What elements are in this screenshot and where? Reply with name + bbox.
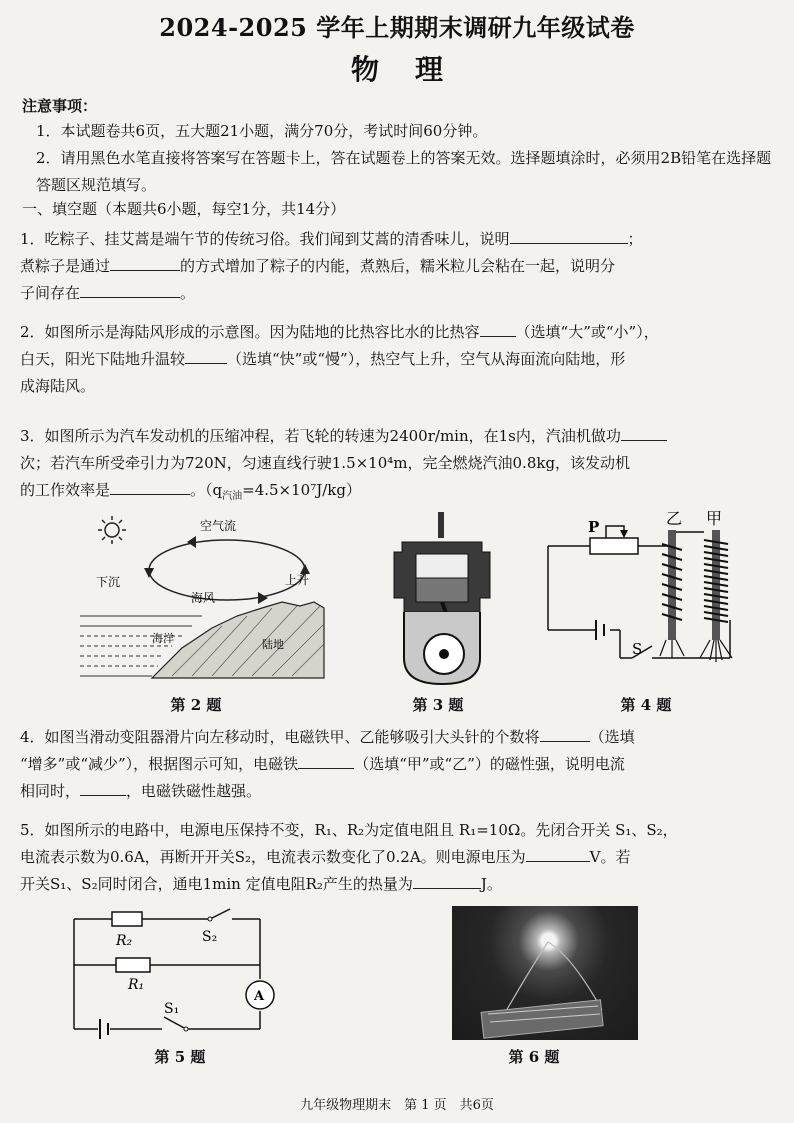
label-sea: 海洋 bbox=[152, 632, 174, 645]
switch-s1 bbox=[184, 1027, 188, 1031]
label-s: S bbox=[632, 640, 643, 658]
label-s1: S₁ bbox=[164, 1001, 180, 1017]
figure-5-caption: 第 5 题 bbox=[154, 1048, 206, 1066]
figure-6-caption: 第 6 题 bbox=[508, 1048, 560, 1066]
figure-6-photo bbox=[452, 906, 638, 1040]
land-area bbox=[152, 602, 324, 678]
q5-text: V。若 bbox=[589, 848, 631, 866]
q4-blank-1[interactable] bbox=[540, 724, 590, 742]
q1-blank-1[interactable] bbox=[510, 226, 628, 244]
q4-text: （选填 bbox=[589, 728, 635, 746]
q1-text: 1．吃粽子、挂艾蒿是端午节的传统习俗。我们闻到艾蒿的清香味儿，说明 bbox=[20, 230, 510, 248]
q4-text: ，电磁铁磁性越强。 bbox=[126, 782, 262, 800]
figure-2-caption: 第 2 题 bbox=[170, 696, 222, 714]
label-s2: S₂ bbox=[202, 929, 218, 945]
slider-arrow-icon bbox=[620, 530, 628, 538]
q3-text: 3．如图所示为汽车发动机的压缩冲程，若飞轮的转速为2400r/min，在1s内，汽油机做功 bbox=[20, 427, 621, 445]
label-air-flow: 空气流 bbox=[200, 519, 237, 533]
exam-title: 2024-2025 学年上期期末调研九年级试卷 bbox=[159, 13, 635, 42]
spark-plug-icon bbox=[438, 512, 444, 538]
q5-text: 5．如图所示的电路中，电源电压保持不变，R₁、R₂为定值电阻且 R₁=10Ω。先闭合开关 S₁、S₂， bbox=[20, 821, 678, 839]
notice-item-1: 1．本试题卷共6页，五大题21小题，满分70分，考试时间60分钟。 bbox=[36, 122, 488, 140]
battery-icon bbox=[100, 1019, 108, 1039]
figure-2-sea-breeze bbox=[72, 508, 332, 686]
q5-text: 开关S₁、S₂同时闭合，通电1min 定值电阻R₂产生的热量为 bbox=[20, 875, 413, 893]
q3-text: 。（q bbox=[190, 481, 223, 499]
notice-item-2: 2．请用黑色水笔直接将答案写在答题卡上，答在试题卷上的答案无效。选择题填涂时，必须用2B铅笔在选择题答题区规范填写。 bbox=[36, 149, 772, 194]
q1-text: 的方式增加了粽子的内能，煮熟后，糯米粒儿会粘在一起，说明分 bbox=[180, 257, 616, 275]
resistor-r1 bbox=[116, 958, 150, 972]
sun-icon bbox=[98, 516, 126, 544]
q5-blank-2[interactable] bbox=[413, 871, 481, 889]
label-p: P bbox=[588, 518, 600, 536]
air-circulation-loop bbox=[149, 540, 305, 600]
arrow-right-icon bbox=[258, 592, 268, 604]
question-4 bbox=[20, 724, 776, 805]
label-up: 上升 bbox=[285, 573, 310, 587]
q2-text: （选填“快”或“慢”），热空气上升，空气从海面流向陆地，形 bbox=[227, 350, 626, 368]
label-down: 下沉 bbox=[96, 575, 121, 589]
q2-text: 白天，阳光下陆地升温较 bbox=[20, 350, 186, 368]
q3-text: =4.5×10⁷J/kg） bbox=[242, 481, 361, 499]
label-land: 陆地 bbox=[262, 638, 284, 651]
q3-blank-2[interactable] bbox=[110, 477, 190, 495]
battery-icon bbox=[596, 620, 604, 640]
rheostat bbox=[590, 538, 638, 554]
figure-4-caption: 第 4 题 bbox=[620, 696, 672, 714]
subject-title: 物理 bbox=[350, 53, 479, 86]
figure-4-electromagnet-circuit bbox=[540, 508, 740, 683]
switch-s2 bbox=[208, 917, 212, 921]
q3-subscript: 汽油 bbox=[222, 491, 243, 502]
crank-center bbox=[439, 649, 449, 659]
q2-blank-2[interactable] bbox=[185, 346, 227, 364]
q1-text: 子间存在 bbox=[20, 284, 81, 302]
section-heading: 一、填空题（本题共6小题，每空1分，共14分） bbox=[22, 200, 346, 218]
q3-blank-1[interactable] bbox=[621, 423, 667, 441]
pins-yi bbox=[660, 640, 684, 658]
notice-heading: 注意事项： bbox=[22, 97, 98, 115]
q4-text: 4．如图当滑动变阻器滑片向左移动时，电磁铁甲、乙能够吸引大头针的个数将 bbox=[20, 728, 540, 746]
q5-text: J。 bbox=[480, 875, 502, 893]
arrow-down-icon bbox=[144, 568, 154, 578]
electromagnet-jia bbox=[700, 530, 732, 662]
q4-text: 相同时， bbox=[20, 782, 81, 800]
q2-text: （选填“大”或“小”）， bbox=[515, 323, 659, 341]
q4-blank-2[interactable] bbox=[298, 751, 354, 769]
figure-6-apparatus bbox=[452, 906, 638, 1040]
figure-3-engine bbox=[382, 508, 502, 688]
label-r1: R₁ bbox=[128, 977, 145, 993]
q4-text: “增多”或“减少”），根据图示可知，电磁铁 bbox=[20, 755, 299, 773]
label-sea-wind: 海风 bbox=[191, 591, 216, 605]
q3-text: 的工作效率是 bbox=[20, 481, 111, 499]
q4-blank-3[interactable] bbox=[80, 778, 126, 796]
q1-text: 。 bbox=[180, 284, 196, 302]
q5-text: 电流表示数为0.6A，再断开开关S₂，电流表示数变化了0.2A。则电源电压为 bbox=[20, 848, 526, 866]
q1-text: ； bbox=[627, 230, 643, 248]
label-ammeter: A bbox=[254, 989, 265, 1004]
q2-text: 成海陆风。 bbox=[20, 377, 96, 395]
q1-blank-2[interactable] bbox=[110, 253, 180, 271]
question-1 bbox=[20, 226, 776, 307]
q2-text: 2．如图所示是海陆风形成的示意图。因为陆地的比热容比水的比热容 bbox=[20, 323, 480, 341]
piston bbox=[416, 578, 468, 602]
arrow-left-icon bbox=[187, 536, 196, 548]
label-yi: 乙 bbox=[666, 509, 683, 528]
q2-blank-1[interactable] bbox=[480, 319, 516, 337]
q1-blank-3[interactable] bbox=[80, 280, 180, 298]
question-3 bbox=[20, 423, 776, 510]
question-5 bbox=[20, 817, 776, 898]
q3-text: 次；若汽车所受牵引力为720N，匀速直线行驶1.5×10⁴m，完全燃烧汽油0.8kg，该发动机 bbox=[20, 454, 631, 472]
resistor-r2 bbox=[112, 912, 142, 926]
question-2 bbox=[20, 319, 776, 400]
electromagnet-yi bbox=[660, 530, 684, 658]
q4-text: （选填“甲”或“乙”）的磁性强，说明电流 bbox=[354, 755, 625, 773]
page-footer: 九年级物理期末 第 1 页 共6页 bbox=[300, 1098, 494, 1113]
figure-5-circuit bbox=[60, 905, 280, 1045]
figure-3-caption: 第 3 题 bbox=[412, 696, 464, 714]
label-jia: 甲 bbox=[706, 509, 723, 528]
q1-text: 煮粽子是通过 bbox=[20, 257, 111, 275]
label-r2: R₂ bbox=[116, 933, 133, 949]
q5-blank-1[interactable] bbox=[526, 844, 590, 862]
